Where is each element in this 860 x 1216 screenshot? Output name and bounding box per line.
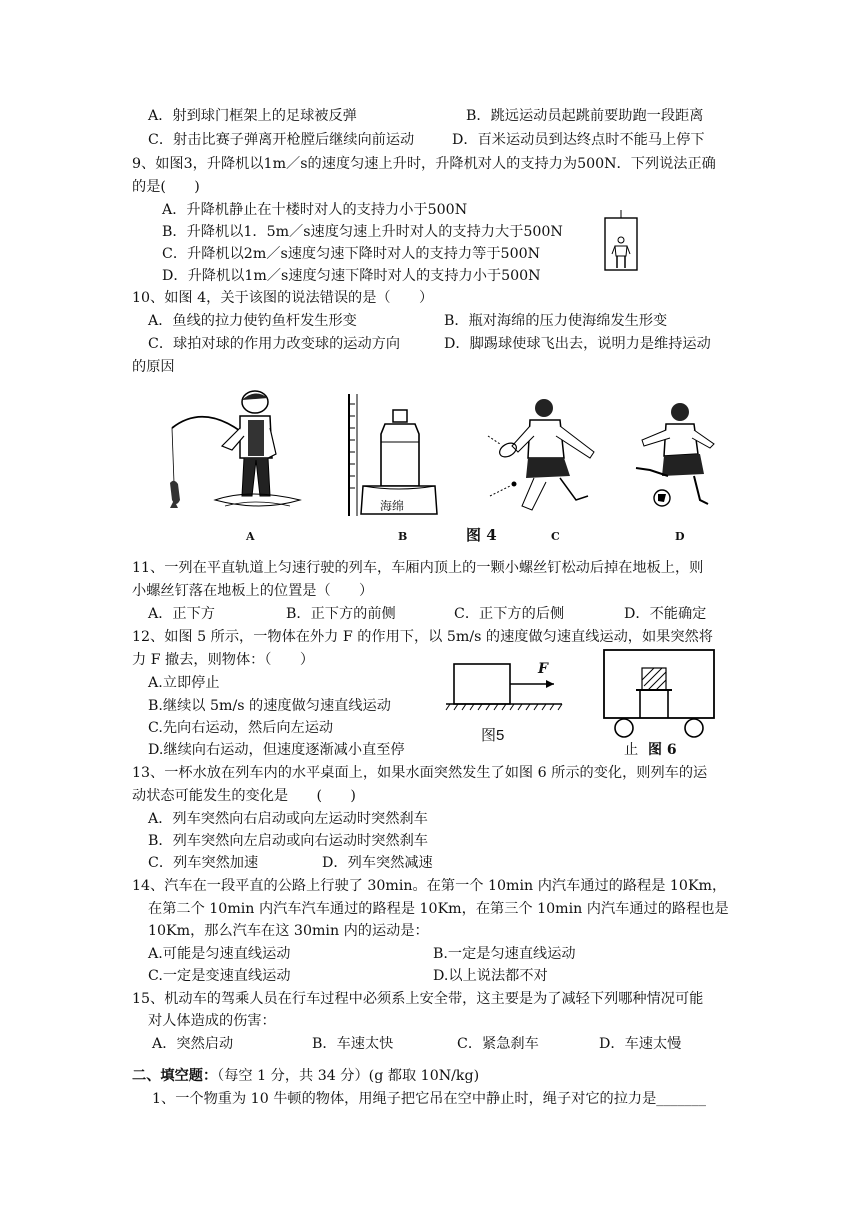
q11-option-d: D．不能确定 [624,606,707,622]
fig4-label: 图 4 [466,526,497,544]
q9-stem: 9、如图3，升降机以1m／s的速度匀速上升时，升降机对人的支持力为500N．下列说法正确 [132,156,716,172]
q13-option-c: C．列车突然加速 [148,855,259,871]
fishing-boy-figure [160,388,305,528]
q12-option-d-tail: 止 [624,742,639,758]
fig5-label: 图5 [481,727,505,744]
fill-q1: 1、一个物重为 10 牛顿的物体，用绳子把它吊在空中静止时，绳子对它的拉力是_______ [152,1091,706,1107]
kicking-player-figure [628,400,728,512]
q13-stem: 13、一杯水放在列车内的水平桌面上，如果水面突然发生了如图 6 所示的变化，则列车的运 [132,765,708,781]
q14-option-d: D.以上说法都不对 [433,968,548,984]
fig4-caption-c: C [551,530,560,543]
section2-heading [132,1066,479,1086]
q14-option-b: B.一定是匀速直线运动 [433,946,576,962]
fig6-label: 图 6 [648,742,677,758]
q12-option-a: A.立即停止 [148,675,220,691]
q13-option-b: B．列车突然向左启动或向右运动时突然刹车 [148,833,428,849]
fig4-caption-d: D [675,530,685,543]
q11-option-c: C．正下方的后侧 [454,606,565,622]
q10-option-a: A．鱼线的拉力使钓鱼杆发生形变 [148,313,357,329]
q10-option-c: C．球拍对球的作用力改变球的运动方向 [148,336,401,352]
q12-stem-cont: 力 F 撤去，则物体：（ ） [132,652,315,668]
q9-option-c: C．升降机以2m／s速度匀速下降时对人的支持力等于500N [162,246,541,262]
q15-option-c: C．紧急刹车 [457,1036,539,1052]
q8-option-d: D．百米运动员到达终点时不能马上停下 [452,132,705,148]
q12-option-d: D.继续向右运动，但速度逐渐减小直至停 [148,742,405,758]
train-car-figure [600,648,718,738]
q9-option-a: A．升降机静止在十楼时对人的支持力小于500N [162,202,468,218]
q13-stem-cont: 动状态可能发生的变化是 ( ) [132,788,356,804]
section2-note: （每空 1 分，共 34 分）(g 都取 10N/kg) [217,1068,480,1084]
q10-option-d-cont: 的原因 [132,359,175,375]
q15-option-d: D．车速太慢 [599,1036,682,1052]
q12-option-b: B.继续以 5m/s 的速度做匀速直线运动 [148,698,391,714]
q14-option-a: A.可能是匀速直线运动 [148,946,291,962]
q8-option-b: B．跳远运动员起跳前要助跑一段距离 [466,108,704,124]
q14-stem-cont: 在第二个 10min 内汽车汽车通过的路程是 10Km，在第三个 10min 内汽车通过的路程也是 [148,901,729,917]
q13-option-a: A．列车突然向右启动或向左运动时突然刹车 [148,811,428,827]
q10-stem: 10、如图 4，关于该图的说法错误的是（ ） [132,290,434,306]
q9-option-d: D．升降机以1m／s速度匀速下降时对人的支持力小于500N [162,268,541,284]
force-label: F [538,661,548,677]
q11-stem: 11、一列在平直轨道上匀速行驶的列车，车厢内顶上的一颗小螺丝钉松动后掉在地板上，则 [132,560,704,576]
q14-option-c: C.一定是变速直线运动 [148,968,291,984]
q9-option-b: B．升降机以1．5m／s速度匀速上升时对人的支持力大于500N [162,224,563,240]
q13-option-d: D．列车突然减速 [322,855,433,871]
q14-stem: 14、汽车在一段平直的公路上行驶了 30min。在第一个 10min 内汽车通过的路程是 10Km， [132,878,727,894]
racket-player-figure [486,396,610,524]
q11-stem-cont: 小螺丝钉落在地板上的位置是（ ） [132,583,374,599]
q14-stem-cont2: 10Km，那么汽车在这 30min 内的运动是： [148,923,429,939]
fig4-caption-b: B [398,530,408,543]
sponge-label: 海绵 [380,499,405,513]
q15-stem-cont: 对人体造成的伤害： [148,1013,276,1029]
section2-title: 二、填空题： [132,1068,218,1084]
q15-option-a: A．突然启动 [152,1036,234,1052]
q12-stem: 12、如图 5 所示，一物体在外力 F 的作用下，以 5m/s 的速度做匀速直线运动，如果突然将 [132,629,713,645]
elevator-figure [604,210,638,272]
q11-option-a: A．正下方 [148,606,215,622]
q10-option-d: D．脚踢球使球飞出去，说明力是维持运动 [444,336,711,352]
q8-option-c: C．射击比赛子弹离开枪膛后继续向前运动 [148,132,415,148]
q10-option-b: B．瓶对海绵的压力使海绵发生形变 [444,313,668,329]
q15-stem: 15、机动车的驾乘人员在行车过程中必须系上安全带，这主要是为了减轻下列哪种情况可能 [132,991,704,1007]
q11-option-b: B．正下方的前侧 [286,606,396,622]
fig4-caption-a: A [246,530,255,543]
q12-option-c: C.先向右运动，然后向左运动 [148,720,334,736]
q15-option-b: B．车速太快 [312,1036,394,1052]
q8-option-a: A．射到球门框架上的足球被反弹 [148,108,357,124]
q9-stem-cont: 的是( ) [132,179,200,195]
